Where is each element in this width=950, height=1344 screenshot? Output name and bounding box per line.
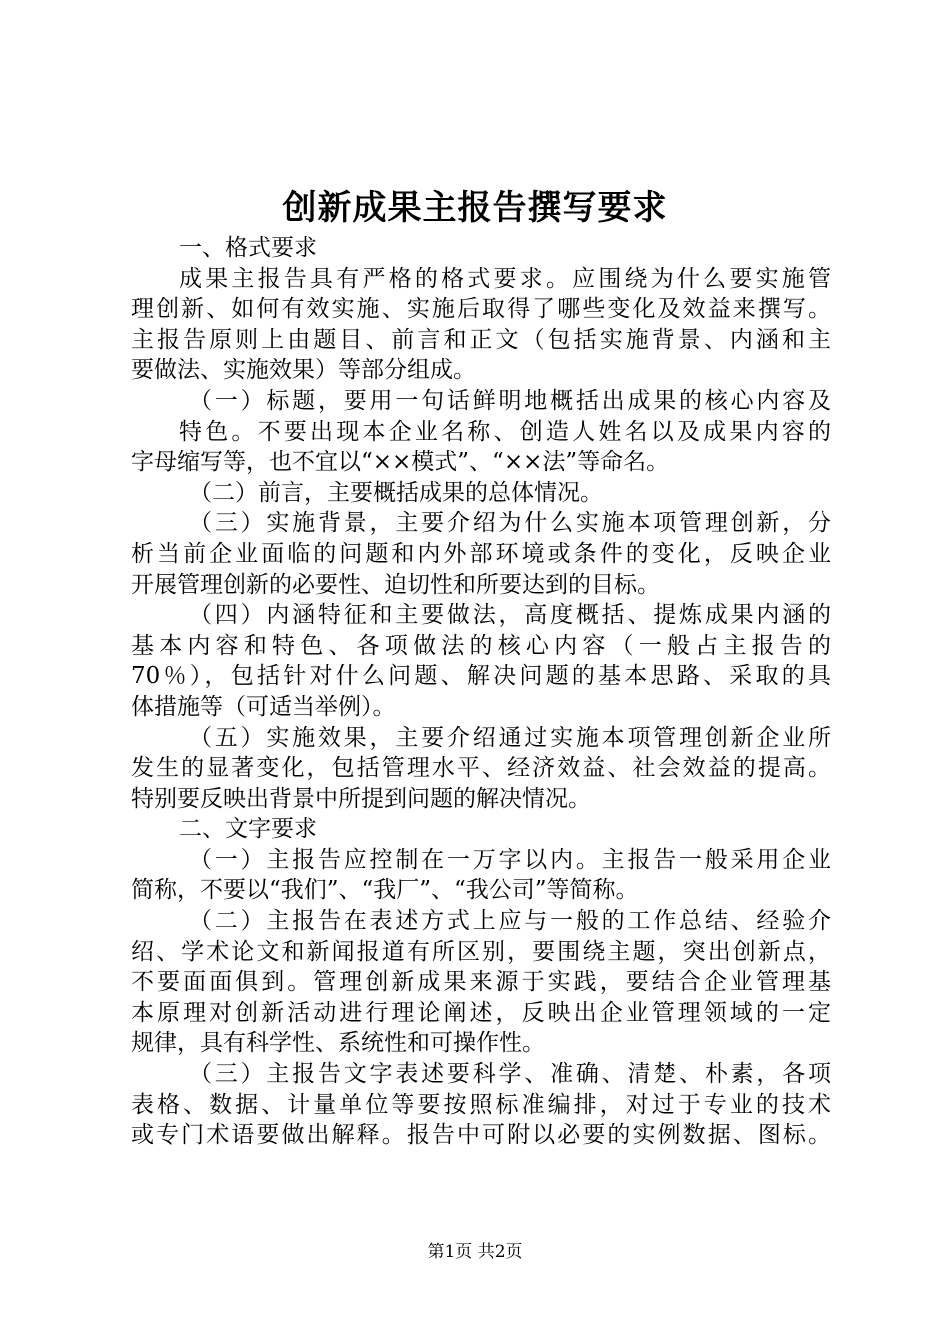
paragraph-line: （一）标题，要用一句话鲜明地概括出成果的核心内容及: [189, 387, 831, 414]
paragraph-line: 成果主报告具有严格的格式要求。应围绕为什么要实施管: [179, 265, 831, 292]
paragraph-line: 本原理对创新活动进行理论阐述，反映出企业管理领域的一定: [131, 999, 831, 1026]
paragraph-line: （一）主报告应控制在一万字以内。主报告一般采用企业: [189, 846, 831, 873]
page-footer: 第1页 共2页: [427, 1242, 523, 1262]
paragraph-line: （五）实施效果，主要介绍通过实施本项管理创新企业所: [189, 724, 831, 751]
paragraph-line: 特色。不要出现本企业名称、创造人姓名以及成果内容的: [179, 418, 831, 445]
paragraph-line: 特别要反映出背景中所提到问题的解决情况。: [131, 785, 591, 812]
paragraph-line: （三）主报告文字表述要科学、准确、清楚、朴素，各项: [189, 1061, 831, 1088]
paragraph-line: 表格、数据、计量单位等要按照标准编排，对过于专业的技术: [131, 1091, 831, 1118]
paragraph-line: 或专门术语要做出解释。报告中可附以必要的实例数据、图标。: [131, 1122, 831, 1149]
paragraph-line: 理创新、如何有效实施、实施后取得了哪些变化及效益来撰写。: [131, 296, 831, 323]
paragraph-line: 字母缩写等，也不宜以“××模式”、“××法”等命名。: [131, 449, 670, 476]
paragraph-line: 不要面面俱到。管理创新成果来源于实践，要结合企业管理基: [131, 969, 831, 996]
section-heading: 一、格式要求: [179, 235, 317, 261]
document-body: [131, 233, 831, 1151]
paragraph-line: （二）主报告在表述方式上应与一般的工作总结、经验介: [189, 908, 831, 935]
paragraph-line: 规律，具有科学性、系统性和可操作性。: [131, 1030, 545, 1057]
paragraph-line: 70％），包括针对什么问题、解决问题的基本思路、采取的具: [131, 663, 831, 690]
paragraph-line: （四）内涵特征和主要做法，高度概括、提炼成果内涵的: [189, 602, 831, 629]
paragraph-line: （三）实施背景，主要介绍为什么实施本项管理创新，分: [189, 510, 831, 537]
paragraph-line: 发生的显著变化，包括管理水平、经济效益、社会效益的提高。: [131, 755, 831, 782]
paragraph-line: 简称，不要以“我们”、“我厂”、“我公司”等简称。: [131, 877, 639, 904]
paragraph-line: 析当前企业面临的问题和内外部环境或条件的变化，反映企业: [131, 540, 831, 567]
paragraph-line: 绍、学术论文和新闻报道有所区别，要围绕主题，突出创新点，: [131, 938, 831, 965]
paragraph-line: 主报告原则上由题目、前言和正文（包括实施背景、内涵和主: [131, 326, 831, 353]
section-heading: 二、文字要求: [179, 816, 317, 843]
paragraph-line: 体措施等（可适当举例）。: [131, 693, 396, 720]
paragraph-line: 开展管理创新的必要性、迫切性和所要达到的目标。: [131, 571, 660, 598]
paragraph-line: 要做法、实施效果）等部分组成。: [131, 357, 476, 384]
paragraph-line: 基本内容和特色、各项做法的核心内容（一般占主报告的: [131, 632, 831, 659]
paragraph-line: （二）前言，主要概括成果的总体情况。: [189, 479, 603, 506]
document-title: 创新成果主报告撰写要求: [282, 188, 668, 228]
